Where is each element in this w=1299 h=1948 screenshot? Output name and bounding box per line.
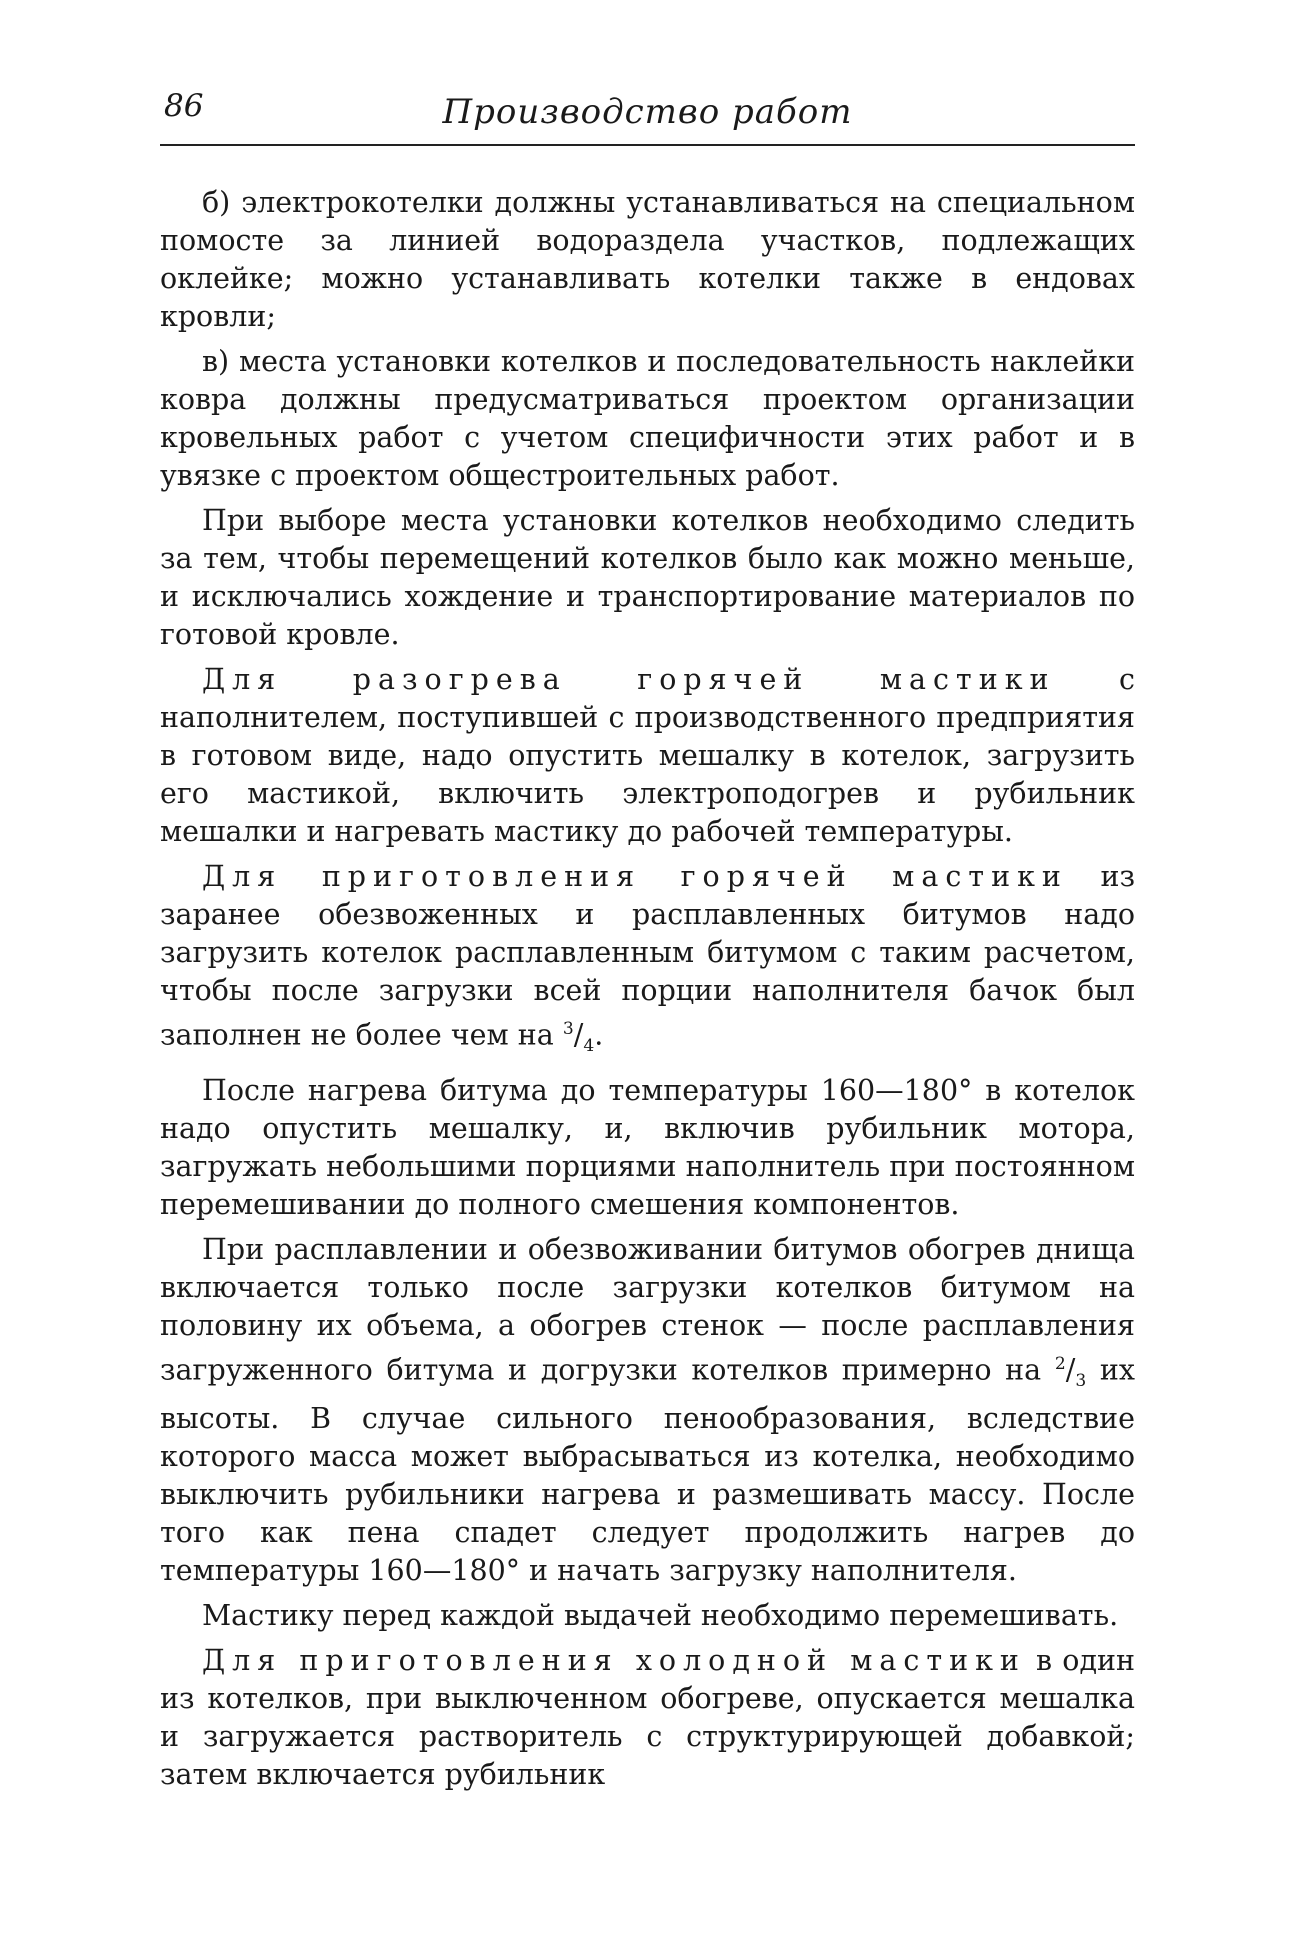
fraction-denominator: 3 <box>1075 1371 1087 1392</box>
paragraph: Для разогрева горячей мастики с наполнителем, поступившей с производственного предприятия в готовом виде, надо опустить мешалку в котелок, загрузить его мастикой, включить электроподогрев и рубильник мешалки и нагревать мастику до рабочей температуры. <box>160 663 1135 848</box>
body-text <box>160 184 1135 1794</box>
paragraph: При выборе места установки котелков необходимо следить за тем, чтобы перемещений котелков было как можно меньше, и исключались хождение и транспортирование материалов по готовой кровле. <box>160 504 1135 651</box>
spaced-lead: Для приготовления холодной мастики <box>202 1644 1026 1678</box>
paragraph: Для приготовления холодной мастики в один из котелков, при выключенном обогреве, опускается мешалка и загружается растворитель с структурирующей добавкой; затем включается рубильник <box>160 1644 1135 1792</box>
spaced-lead: Для приготовления горячей мастики <box>202 860 1068 893</box>
paragraph: Для приготовления горячей мастики из заранее обезвоженных и расплавленных битумов надо загрузить котелок расплавленным битумом с таким расчетом, чтобы после загрузки всей порции наполнителя бачок был заполнен не более чем на $^3/_4$. <box>160 860 1135 1057</box>
page-number: 86 <box>164 88 204 124</box>
running-title: Производство работ <box>442 92 853 132</box>
fraction-numerator: 2 <box>1054 1354 1066 1375</box>
paragraph: После нагрева битума до температуры 160—180° в котелок надо опустить мешалку, и, включив рубильник мотора, загружать небольшими порциями наполнитель при постоянном перемешивании до полного смешения компонентов. <box>160 1074 1135 1222</box>
header-rule <box>160 144 1135 146</box>
page-header <box>160 78 1135 138</box>
spaced-lead: Для разогрева горячей мастики <box>202 663 1056 696</box>
fraction-numerator: 3 <box>562 1019 574 1039</box>
paragraph: в) места установки котелков и последовательность наклейки ковра должны предусматриваться проектом организации кровельных работ с учетом специфичности этих работ и в увязке с проектом общестроительных работ. <box>160 345 1135 492</box>
paragraph: При расплавлении и обезвоживании битумов обогрев днища включается только после загрузки котелков битумом на половину их объема, а обогрев стенок — после расплавления загруженного битума и догрузки котелков примерно на $^2/_3$ их высоты. В случае сильного пенообразования, вследствие которого масса может выбрасываться из котелка, необходимо выключить рубильники нагрева и размешивать массу. После того как пена спадет следует продолжить нагрев до температуры 160—180° и начать загрузку наполнителя. <box>160 1233 1135 1588</box>
paragraph: Мастику перед каждой выдачей необходимо перемешивать. <box>202 1599 1119 1633</box>
book-page <box>160 78 1135 1801</box>
paragraph: б) электрокотелки должны устанавливаться на специальном помосте за линией водораздела участков, подлежащих оклейке; можно устанавливать котелки также в ендовах кровли; <box>160 186 1135 333</box>
fraction-denominator: 4 <box>583 1036 595 1057</box>
